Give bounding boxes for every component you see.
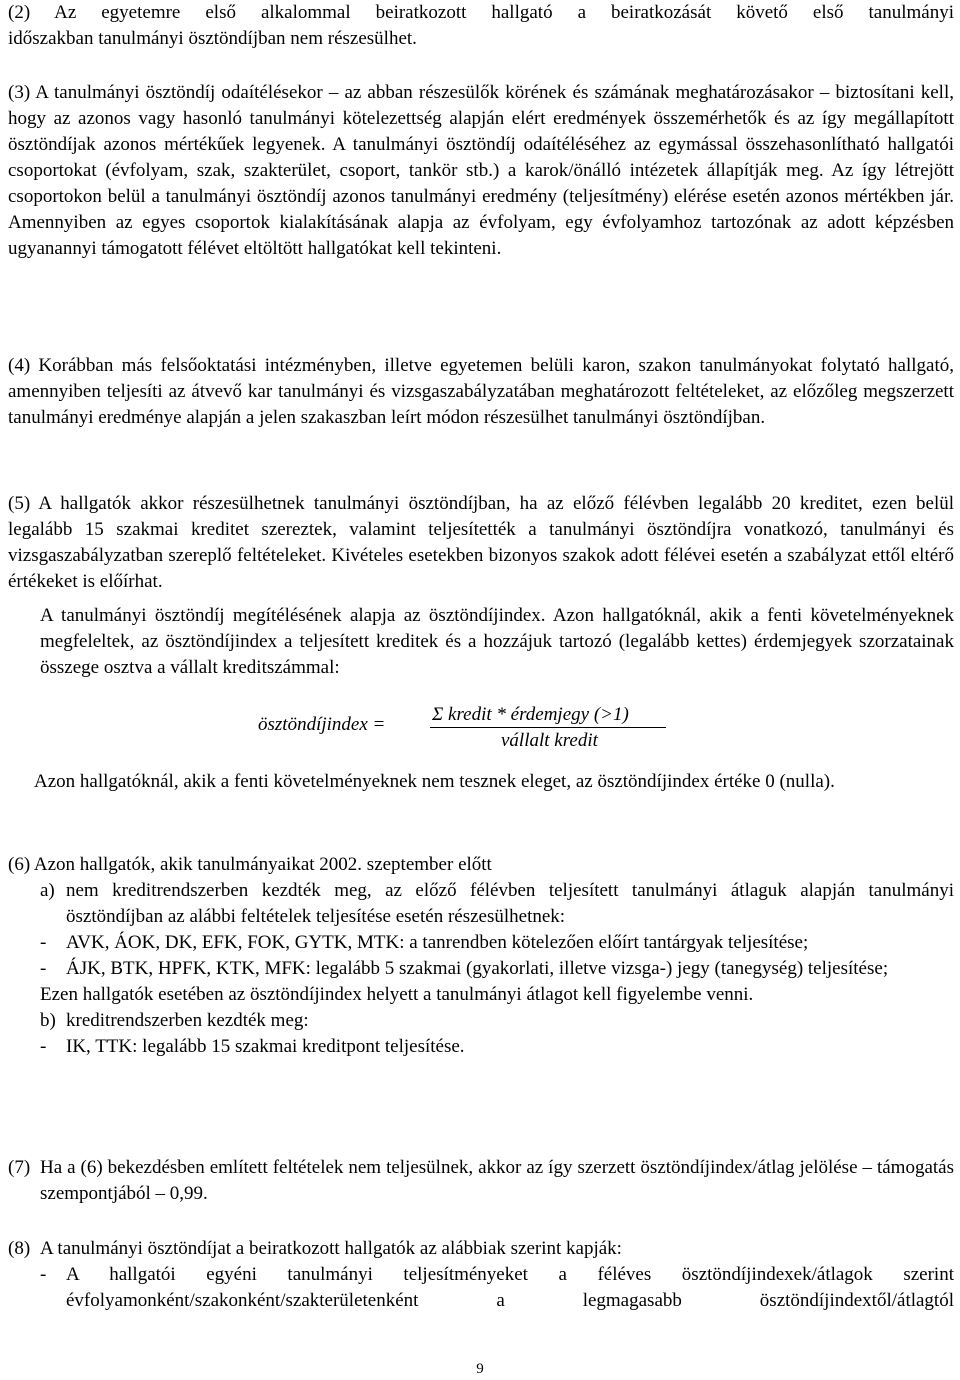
list-item-b <box>8 1008 954 1034</box>
paragraph-8-number: (8) <box>8 1238 31 1259</box>
paragraph-8-text: A tanulmányi ösztöndíjat a beiratkozott hallgatók az alábbiak szerint kapják: <box>40 1238 622 1259</box>
paragraph-4: (4) Korábban más felsőoktatási intézményben, illetve egyetemen belüli karon, szakon tanulmányokat folytató hallgató, amennyiben teljesíti az átvevő kar tanulmányi és vizsgaszabályzatában meghatározott feltételeket, az előzőleg megszerzett tanulmányi eredménye alapján a jelen szakaszban leírt módon részesülhet tanulmányi ösztöndíjban. <box>8 355 954 428</box>
paragraph-2-line-2: időszakban tanulmányi ösztöndíjban nem részesülhet. <box>8 28 417 49</box>
paragraph-5: (5) A hallgatók akkor részesülhetnek tanulmányi ösztöndíjban, ha az előző félévben legalább 20 kreditet, ezen belül legalább 15 szakmai kreditet szereztek, valamint teljesítették a tanulmányi ösztöndíjra vonatkozó, tanulmányi és vizsgaszabályzatban szereplő feltételeket. Kivételes esetekben bizonyos szakok adott félévei esetén a szabályzat ettől eltérő értékeket is előírhat. <box>8 493 954 592</box>
paragraph-2-line-1: (2) Az egyetemre első alkalommal beiratkozott hallgató a beiratkozását követő első tanulmányi <box>8 2 954 23</box>
paragraph-2 <box>8 0 954 52</box>
scholarship-index-formula <box>258 700 678 756</box>
formula-lhs: ösztöndíjindex = <box>258 714 386 735</box>
list-item-dash-3 <box>8 1034 954 1060</box>
paragraph-7-body <box>8 1155 954 1207</box>
list-item-a-text: nem kreditrendszerben kezdték meg, az előző félévben teljesített tanulmányi átlaguk alapján tanulmányi ösztöndíjban az alábbi feltételek teljesítése esetén részesülhetnek: <box>66 880 954 927</box>
dash-label-2: - <box>40 958 47 979</box>
dash-label-3: - <box>40 1036 47 1057</box>
paragraph-7-number: (7) <box>8 1157 31 1178</box>
paragraph-6 <box>8 852 954 1060</box>
list-item-a <box>8 878 954 930</box>
paragraph-8-body <box>8 1236 954 1262</box>
paragraph-5-index-basis: A tanulmányi ösztöndíj megítélésének alapja az ösztöndíjindex. Azon hallgatóknál, akik a fenti követelményeknek megfeleltek, az ösztöndíjindex a teljesített kreditek és a hozzájuk tartozó (legalább kettes) érdemjegyek szorzatainak összege osztva a vállalt kreditszámmal: <box>40 605 954 678</box>
formula-denominator: vállalt kredit <box>501 730 598 751</box>
dash-label-1: - <box>40 932 47 953</box>
page-number: 9 <box>476 1361 484 1377</box>
list-item-dash-3-text: IK, TTK: legalább 15 szakmai kreditpont teljesítése. <box>66 1036 465 1057</box>
list-item-dash-2 <box>8 956 954 982</box>
paragraph-8 <box>8 1236 954 1314</box>
paragraph-6-note: Ezen hallgatók esetében az ösztöndíjindex helyett a tanulmányi átlagot kell figyelembe venni. <box>40 984 754 1005</box>
paragraph-8-dash-text: A hallgatói egyéni tanulmányi teljesítményeket a féléves ösztöndíjindexek/átlagok szerint évfolyamonként/szakonként/szakterületenként a legmagasabb ösztöndíjindextől/átlagtól <box>66 1264 954 1311</box>
paragraph-7-text: Ha a (6) bekezdésben említett feltételek nem teljesülnek, akkor az így szerzett ösztöndíjindex/átlag jelölése – támogatás szempontjából – 0,99. <box>40 1157 954 1204</box>
list-label-a: a) <box>40 880 55 901</box>
paragraph-6-heading: (6) Azon hallgatók, akik tanulmányaikat 2002. szeptember előtt <box>8 854 492 875</box>
paragraph-3: (3) A tanulmányi ösztöndíj odaítélésekor – az abban részesülők körének és számának meghatározásakor – biztosítani kell, hogy az azonos vagy hasonló tanulmányi kötelezettség alapján elért eredmények összemérhetők és az így megállapított ösztöndíjak azonos mértékűek legyenek. A tanulmányi ösztöndíj odaítéléséhez az egymással összehasonlítható hallgatói csoportokat (évfolyam, szak, szakterület, csoport, tankör stb.) a karok/önálló intézetek állapítják meg. Az így létrejött csoportokon belül a tanulmányi ösztöndíj azonos tanulmányi eredmény (teljesítmény) elérése esetén azonos mértékben jár. Amennyiben az egyes csoportok kialakításának alapja az évfolyam, egy évfolyamhoz tartozónak az adott képzésben ugyanannyi támogatott félévet eltöltött hallgatókat kell tekinteni. <box>8 82 954 259</box>
paragraph-8-dash-label: - <box>40 1264 47 1285</box>
list-item-dash-1-text: AVK, ÁOK, DK, EFK, FOK, GYTK, MTK: a tanrendben kötelezően előírt tantárgyak teljesítése; <box>66 932 809 953</box>
paragraph-8-dash-item <box>8 1262 954 1314</box>
paragraph-7 <box>8 1155 954 1207</box>
paragraph-5-zero-index: Azon hallgatóknál, akik a fenti követelményeknek nem tesznek eleget, az ösztöndíjindex értéke 0 (nulla). <box>34 771 835 792</box>
list-item-dash-2-text: ÁJK, BTK, HPFK, KTK, MFK: legalább 5 szakmai (gyakorlati, illetve vizsga-) jegy (tanegység) teljesítése; <box>66 958 889 979</box>
list-item-dash-1 <box>8 930 954 956</box>
formula-numerator: Σ kredit * érdemjegy (>1) <box>432 704 629 725</box>
list-label-b: b) <box>40 1010 56 1031</box>
list-item-b-text: kreditrendszerben kezdték meg: <box>66 1010 309 1031</box>
